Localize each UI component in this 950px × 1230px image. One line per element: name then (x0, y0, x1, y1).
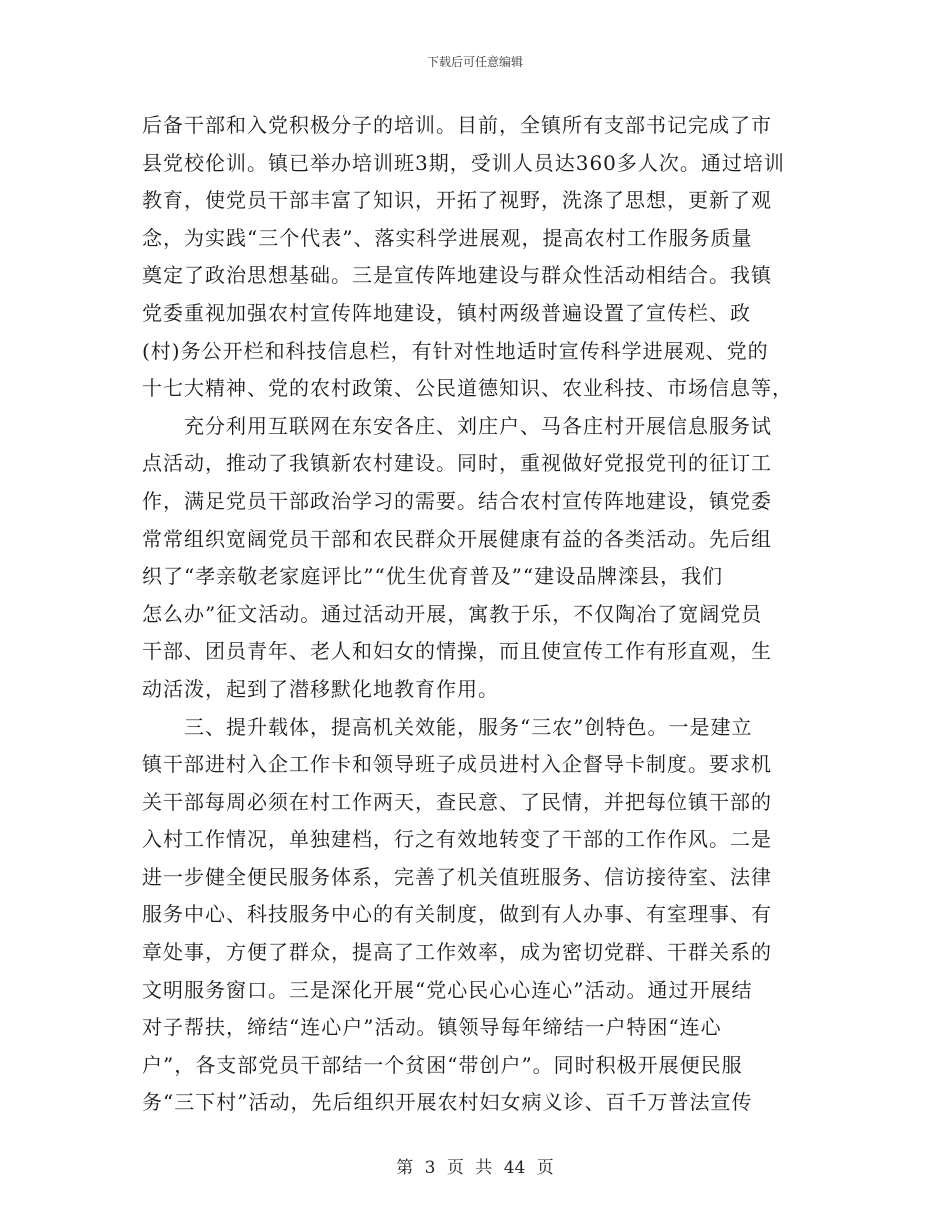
text-line: 常常组织宽阔党员干部和农民群众开展健康有益的各类活动。先后组 (142, 526, 772, 551)
document-body (142, 107, 814, 1122)
text-line: 章处事，方便了群众，提高了工作效率，成为密切党群、干群关系的 (142, 940, 772, 965)
text-line: (村)务公开栏和科技信息栏，有针对性地适时宣传科学进展观、党的 (142, 338, 769, 363)
text-line: 动活泼，起到了潜移默化地教育作用。 (142, 676, 499, 701)
paragraph-start-line: 三、提升载体，提高机关效能，服务“三农”创特色。一是建立 (184, 714, 753, 739)
text-line: 入村工作情况，单独建档，行之有效地转变了干部的工作作风。二是 (142, 827, 772, 852)
text-line: 服务中心、科技服务中心的有关制度，做到有人办事、有室理事、有 (142, 902, 772, 927)
text-line: 织了“孝亲敬老家庭评比”“优生优育普及”“建设品牌滦县，我们 (142, 564, 724, 589)
text-line: 务“三下村”活动，先后组织开展农村妇女病义诊、百千万普法宣传 (142, 1090, 753, 1115)
text-line: 县党校伦训。镇已举办培训班3期，受训人员达360多人次。通过培训 (142, 150, 785, 175)
text-line: 奠定了政治思想基础。三是宣传阵地建设与群众性活动相结合。我镇 (142, 263, 772, 288)
text-line: 怎么办”征文活动。通过活动开展，寓教于乐，不仅陶冶了宽阔党员 (142, 601, 763, 626)
text-line: 对子帮扶，缔结“连心户”活动。镇领导每年缔结一户特困“连心 (142, 1015, 722, 1040)
text-line: 文明服务窗口。三是深化开展“党心民心心连心”活动。通过开展结 (142, 977, 753, 1002)
text-line: 进一步健全便民服务体系，完善了机关值班服务、信访接待室、法律 (142, 864, 772, 889)
page-header: 下载后可任意编辑 (426, 55, 523, 69)
text-line: 作，满足党员干部政治学习的需要。结合农村宣传阵地建设，镇党委 (142, 488, 772, 513)
text-line: 点活动，推动了我镇新农村建设。同时，重视做好党报党刊的征订工 (142, 451, 772, 476)
text-line: 后备干部和入党积极分子的培训。目前，全镇所有支部书记完成了市 (142, 113, 772, 137)
text-line: 党委重视加强农村宣传阵地建设，镇村两级普遍设置了宣传栏、政 (142, 300, 751, 325)
text-line: 十七大精神、党的农村政策、公民道德知识、农业科技、市场信息等， (142, 376, 793, 401)
text-line: 户”，各支部党员干部结一个贫困“带创户”。同时积极开展便民服 (142, 1052, 743, 1077)
page-number-footer: 第 3 页 共 44 页 (396, 1158, 554, 1178)
paragraph-start-line: 充分利用互联网在东安各庄、刘庄户、马各庄村开展信息服务试 (184, 413, 772, 438)
text-line: 镇干部进村入企工作卡和领导班子成员进村入企督导卡制度。要求机 (142, 752, 772, 777)
text-line: 念，为实践“三个代表”、落实科学进展观，提高农村工作服务质量 (142, 225, 753, 250)
text-line: 教育，使党员干部丰富了知识，开拓了视野，洗涤了思想，更新了观 (142, 188, 772, 213)
text-line: 关干部每周必须在村工作两天，查民意、了民情，并把每位镇干部的 (142, 789, 772, 814)
text-line: 干部、团员青年、老人和妇女的情操，而且使宣传工作有形直观，生 (142, 639, 772, 664)
